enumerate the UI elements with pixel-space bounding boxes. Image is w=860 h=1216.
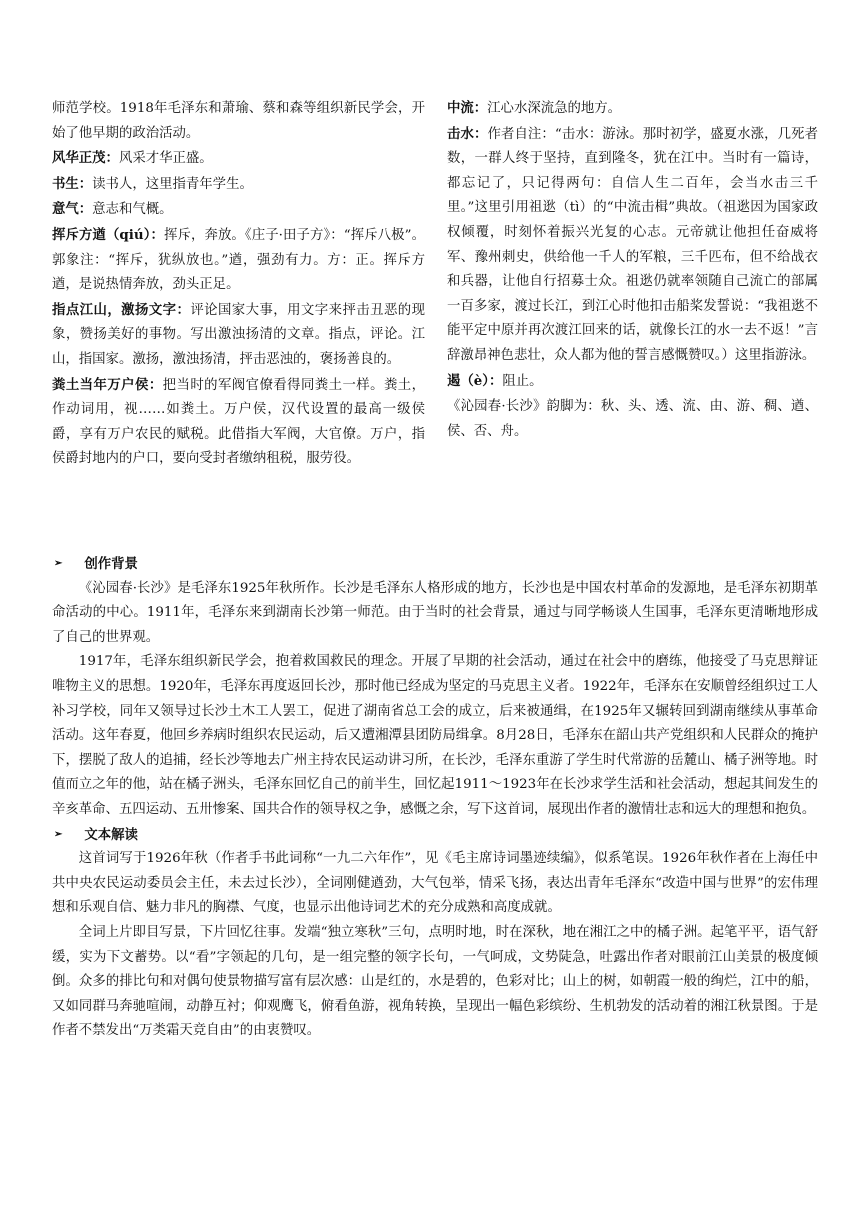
annotation-entry <box>52 146 425 172</box>
annotation-term: 书生： <box>52 175 93 192</box>
annotation-term: 意气： <box>52 201 93 218</box>
annotation-text: 师范学校。1918年毛泽东和萧瑜、蔡和森等组织新民学会，开始了他早期的政治活动。 <box>52 101 425 141</box>
annotation-text: 风采才华正盛。 <box>118 151 213 167</box>
section-heading-interpretation <box>52 823 818 848</box>
annotation-entry <box>52 197 425 223</box>
annotation-entry <box>52 96 425 146</box>
annotation-term: 击水： <box>447 125 488 142</box>
annotation-text: 评论国家大事，用文字来抨击丑恶的现象，赞扬美好的事物。写出激浊扬清的文章。指点，评论。江山，指国家。激扬，激浊扬清，抨击恶浊的，褒扬善良的。 <box>52 302 426 367</box>
arrow-bullet-icon: ➢ <box>54 558 63 569</box>
annotation-term: 遏（è）： <box>447 372 503 389</box>
annotation-entry <box>447 122 818 369</box>
body-paragraph: 这首词写于1926年秋（作者手书此词称“一九二六年作”，见《毛主席诗词墨迹续编》，似系笔误。1926年秋作者在上海任中共中央农民运动委员会主任，未去过长沙），全词刚健遒劲，大气包举，情采飞扬，表达出青年毛泽东“改造中国与世界”的宏伟理想和乐观自信、魅力非凡的胸襟、气度，也显示出他诗词艺术的充分成熟和高度成就。 <box>52 851 818 916</box>
annotation-entry <box>447 394 818 444</box>
annotation-text: 把当时的军阀官僚看得同粪土一样。粪土，作动词用，视……如粪土。万户侯，汉代设置的最高一级侯爵，享有万户农民的赋税。此借指大军阀，大官僚。万户，指侯爵封地内的户口，要向受封者缴纳租税，服劳役。 <box>52 377 426 467</box>
annotation-entry <box>52 298 425 373</box>
arrow-bullet-icon: ➢ <box>54 828 63 840</box>
annotation-entry <box>52 373 425 472</box>
annotation-term: 中流： <box>447 100 488 116</box>
annotation-term: 挥斥方遒（qiú）： <box>52 226 164 243</box>
annotation-text: 作者自注：“击水：游泳。那时初学，盛夏水涨，几死者数，一群人终于坚持，直到隆冬，犹在江中。当时有一篇诗，都忘记了，只记得两句：自信人生二百年，会当水击三千里。”这里引用祖逖（tì）的“中流击楫”典故。（祖逖因为国家政权倾覆，时刻怀着振兴光复的心志。元帝就让他担任奋威将军、豫州刺史，供给他一千人的军粮，三千匹布，但不给战衣和兵器，让他自行招募士众。祖逖仍就率领随自己流亡的部属一百多家，渡过长江，到江心时他扣击船桨发誓说：“我祖逖不能平定中原并再次渡江回来的话，就像长江的水一去不返！”言辞激昂神色悲壮，众人都为他的誓言感慨赞叹。）这里指游泳。 <box>447 126 818 363</box>
body-paragraph: 《沁园春·长沙》是毛泽东1925年秋所作。长沙是毛泽东人格形成的地方，长沙也是中国农村革命的发源地，是毛泽东初期革命活动的中心。1911年，毛泽东来到湖南长沙第一师范。由于当时的社会背景，通过与同学畅谈人生国事，毛泽东更清晰地形成了自己的世界观。 <box>52 580 818 645</box>
annotation-text: 江心水深流急的地方。 <box>487 101 622 116</box>
annotation-entry <box>447 96 818 122</box>
section-title: 创作背景 <box>84 556 138 572</box>
annotation-text: 意志和气概。 <box>92 202 173 218</box>
annotation-term: 指点江山，激扬文字： <box>52 301 191 318</box>
annotation-entry <box>52 172 425 198</box>
main-body <box>52 552 818 1044</box>
annotation-term: 粪土当年万户侯： <box>52 376 163 393</box>
body-paragraph: 1917年，毛泽东组织新民学会，抱着救国救民的理念。开展了早期的社会活动，通过在社会中的磨练，他接受了马克思辩证唯物主义的思想。1920年，毛泽东再度返回长沙，那时他已经成为坚定的马克思主义者。1922年，毛泽东在安顺曾经组织过工人补习学校，同年又领导过长沙土木工人罢工，促进了湖南省总工会的成立，后来被通缉，在1925年又辗转回到湖南继续从事革命活动。这年春夏，他回乡养病时组织农民运动，后又遭湘潭县团防局缉拿。8月28日，毛泽东在韶山共产党组织和人民群众的掩护下，摆脱了敌人的追捕，经长沙等地去广州主持农民运动讲习所，在长沙，毛泽东重游了学生时代常游的岳麓山、橘子洲等地。时值而立之年的他，站在橘子洲头，毛泽东回忆自己的前半生，回忆起1911～1923年在长沙求学生活和社会活动，想起其间发生的辛亥革命、五四运动、五卅惨案、国共合作的领导权之争，感慨之余，写下这首词，展现出作者的激情壮志和远大的理想和抱负。 <box>52 654 818 817</box>
annotation-text: 阻止。 <box>502 373 543 389</box>
annotation-text: 挥斥，奔放。《庄子·田子方》：“挥斥八极”。郭象注：“挥斥，犹纵放也。”遒，强劲有力。方：正。挥斥方遒，是说热情奔放，劲头正足。 <box>52 227 425 293</box>
left-annotation-column <box>52 96 425 472</box>
annotation-entry <box>52 223 425 298</box>
body-paragraph: 全词上片即目写景，下片回忆往事。发端“独立寒秋”三句，点明时地，时在深秋，地在湘江之中的橘子洲。起笔平平，语气舒缓，实为下文蓄势。以“看”字领起的几句，是一组完整的领字长句，一气呵成，文势陡急，吐露出作者对眼前江山美景的极度倾倒。众多的排比句和对偶句使景物描写富有层次感：山是红的，水是碧的，色彩对比；山上的树，如朝霞一般的绚烂，江中的船，又如同群马奔驰喧闹，动静互衬；仰观鹰飞，俯看鱼游，视角转换，呈现出一幅色彩缤纷、生机勃发的活动着的湘江秋景图。于是作者不禁发出“万类霜天竞自由”的由衷赞叹。 <box>52 924 818 1039</box>
annotation-entry <box>447 369 818 395</box>
right-annotation-column <box>447 96 818 444</box>
section-title: 文本解读 <box>84 826 138 843</box>
annotation-term: 风华正茂： <box>52 150 119 167</box>
annotation-text: 《沁园春·长沙》韵脚为：秋、头、透、流、由、游、稠、遒、侯、否、舟。 <box>447 399 818 439</box>
section-heading-background <box>52 552 818 577</box>
annotation-text: 读书人，这里指青年学生。 <box>92 176 253 192</box>
